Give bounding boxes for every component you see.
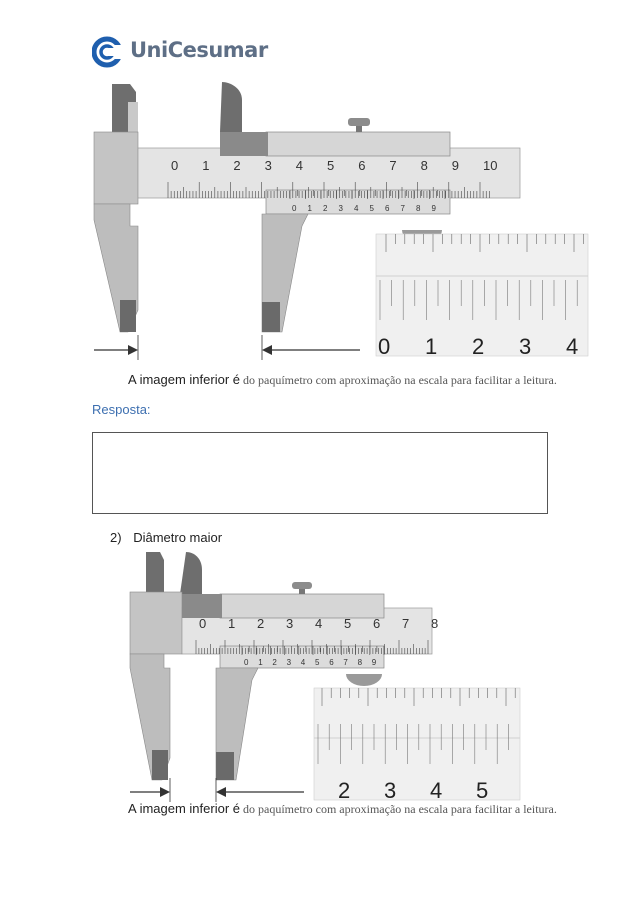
- zoom-label: 5: [476, 778, 489, 802]
- slider-top: [220, 594, 384, 618]
- measurement-arrows: [94, 335, 360, 360]
- main-scale-label: 0: [199, 616, 207, 631]
- main-scale-label: 4: [295, 158, 304, 173]
- main-scale-label: 5: [344, 616, 352, 631]
- question-2-number: 2): [110, 530, 122, 545]
- slider-top: [266, 132, 450, 156]
- main-scale-label: 5: [327, 158, 335, 173]
- vernier-label: 5: [369, 204, 374, 213]
- zoom-inset: [376, 234, 588, 359]
- vernier-label: 0: [244, 658, 249, 667]
- vernier-label: 3: [338, 204, 343, 213]
- vernier-label: 9: [431, 204, 436, 213]
- caption-2-rest: do paquímetro com aproximação na escala para facilitar a leitura.: [240, 802, 557, 816]
- vernier-label: 4: [354, 204, 359, 213]
- main-scale-label: 1: [202, 158, 210, 173]
- main-scale-label: 7: [402, 616, 410, 631]
- main-scale-label: 2: [233, 158, 241, 173]
- main-scale-label: 10: [483, 158, 498, 173]
- vernier-label: 1: [307, 204, 312, 213]
- zoom-label: 2: [472, 334, 485, 359]
- vernier-label: 8: [357, 658, 363, 667]
- caliper-figure-2: [124, 548, 530, 802]
- answer-box[interactable]: [92, 432, 548, 514]
- outer-jaw-fixed-top: [146, 552, 164, 592]
- caption-1-rest: do paquímetro com aproximação na escala para facilitar a leitura.: [240, 373, 557, 387]
- zoom-label: 3: [384, 778, 397, 802]
- caption-2-lead: A imagem inferior é: [128, 801, 240, 816]
- vernier-label: 0: [292, 204, 297, 213]
- main-scale-label: 8: [420, 158, 428, 173]
- vernier-label: 3: [286, 658, 292, 667]
- vernier-label: 5: [315, 658, 320, 667]
- main-scale-label: 3: [286, 616, 294, 631]
- vernier-label: 2: [323, 204, 328, 213]
- vernier-label: 4: [300, 658, 306, 667]
- outer-jaw-moving-top: [180, 552, 202, 594]
- unicesumar-logo: [92, 36, 268, 70]
- main-scale-label: 3: [264, 158, 272, 173]
- main-scale-label: 6: [358, 158, 366, 173]
- measurement-arrows: [130, 778, 304, 802]
- zoom-label: 3: [519, 334, 532, 359]
- caption-1: [128, 372, 557, 388]
- question-2-title: Diâmetro maior: [133, 530, 223, 545]
- vernier-label: 8: [416, 204, 421, 213]
- vernier-label: 6: [385, 204, 390, 213]
- vernier-label: 2: [272, 658, 277, 667]
- main-scale-label: 0: [171, 158, 179, 173]
- unicesumar-logo-icon: [92, 36, 128, 68]
- caption-1-lead: A imagem inferior é: [128, 372, 240, 387]
- vernier-label: 1: [258, 658, 263, 667]
- main-scale-label: 2: [257, 616, 265, 631]
- vernier-label: 7: [343, 658, 348, 667]
- main-scale-label: 9: [451, 158, 460, 173]
- question-2-heading: [110, 530, 222, 545]
- vernier-label: 6: [329, 658, 334, 667]
- caliper-figure-1: [90, 80, 590, 362]
- main-scale-label: 1: [228, 616, 236, 631]
- caption-2: [128, 801, 557, 817]
- zoom-label: 0: [378, 334, 391, 359]
- thumb-screw: [292, 582, 312, 589]
- answer-label: Resposta:: [92, 402, 151, 417]
- vernier-label: 7: [400, 204, 405, 213]
- main-scale-label: 4: [315, 616, 323, 631]
- zoom-label: 4: [566, 334, 579, 359]
- vernier-label: 9: [371, 658, 377, 667]
- main-scale-label: 6: [373, 616, 381, 631]
- zoom-label: 1: [425, 334, 438, 359]
- main-scale-label: 8: [431, 616, 439, 631]
- zoom-label: 2: [338, 778, 351, 802]
- zoom-label: 4: [430, 778, 443, 802]
- zoom-inset: [314, 688, 520, 802]
- main-scale-label: 7: [389, 158, 397, 173]
- logo-text: UniCesumar: [130, 38, 268, 62]
- thumb-screw: [348, 118, 370, 126]
- outer-jaw-moving-top: [220, 82, 242, 132]
